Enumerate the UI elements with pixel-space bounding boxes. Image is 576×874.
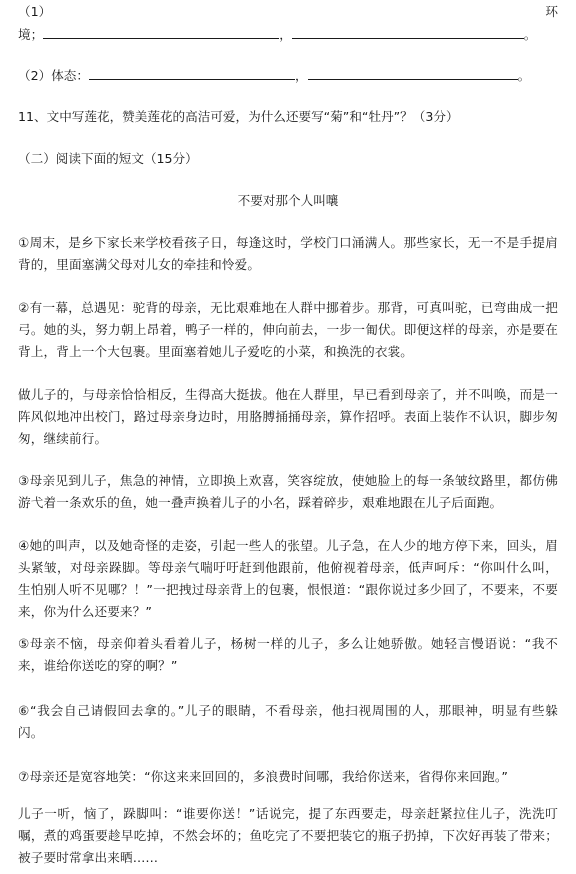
- paragraph-7: ⑥“我会自己请假回去拿的。”儿子的眼睛，不看母亲，他扫视周围的人，那眼神，明显有些躲闪。: [18, 703, 558, 740]
- question-11: 11、文中写莲花，赞美莲花的高洁可爱，为什么还要写“菊”和“牡丹”？（3分）: [18, 109, 459, 124]
- question-2-line: [18, 68, 558, 84]
- section-heading: （二）阅读下面的短文（15分）: [18, 151, 198, 166]
- paragraph-9: 儿子一听，恼了，跺脚叫：“谁要你送！”话说完，提了东西要走，母亲赶紧拉住儿子，洗洗叮嘱，煮的鸡蛋要趁早吃掉，不然会坏的；鱼吃完了不要把装它的瓶子扔掉，下次好再装了带来；被子要时常拿出来晒……: [18, 806, 558, 865]
- question-1-label: （1）: [18, 4, 52, 19]
- line-end-period: 。: [523, 27, 537, 42]
- article-title: 不要对那个人叫嚷: [237, 193, 339, 208]
- paragraph-3: 做儿子的，与母亲恰恰相反，生得高大挺拔。他在人群里，早已看到母亲了，并不叫唤，而是一阵风似地冲出校门，路过母亲身边时，用胳膊捅捅母亲，算作招呼。表面上装作不认识，脚步匆匆，继续前行。: [18, 387, 558, 446]
- answer-blank-2a[interactable]: [89, 68, 295, 80]
- answer-blank-1b[interactable]: [292, 27, 524, 39]
- blank-separator-comma: ，: [279, 27, 292, 42]
- paragraph-4: ③母亲见到儿子，焦急的神情，立即换上欢喜，笑容绽放，使她脸上的每一条皱纹路里，都仿佛游弋着一条欢乐的鱼，她一叠声换着儿子的小名，踩着碎步，艰难地跟在儿子后面跑。: [18, 473, 558, 510]
- question-2-label: （2）体态：: [18, 68, 89, 83]
- question-1-answer-line: [18, 27, 558, 43]
- paragraph-8: ⑦母亲还是宽容地笑：“你这来来回回的，多浪费时间哪，我给你送来，省得你来回跑。”: [18, 769, 509, 784]
- answer-blank-1a[interactable]: [43, 27, 279, 39]
- line-end-period: 。: [517, 68, 531, 83]
- paragraph-5: ④她的叫声，以及她奇怪的走姿，引起一些人的张望。儿子急，在人少的地方停下来，回头，眉头紧皱，对母亲跺脚。等母亲气喘吁吁赶到他跟前，他俯视着母亲，低声呵斥：“你叫什么叫，生怕别人听不见哪？！”一把拽过母亲背上的包裹，恨恨道：“跟你说过多少回了，不要来，不要来，你为什么还要来？”: [18, 538, 558, 619]
- blank-separator-comma: ，: [294, 68, 308, 83]
- paragraph-6: ⑤母亲不恼，母亲仰着头看着儿子，杨树一样的儿子，多么让她骄傲。她轻言慢语说：“我不来，谁给你送吃的穿的啊？”: [18, 636, 558, 673]
- paragraph-2: ②有一幕，总遇见：驼背的母亲，无比艰难地在人群中挪着步。那背，可真叫驼，已弯曲成一把弓。她的头，努力朝上昂着，鸭子一样的，伸向前去，一步一匍伏。即便这样的母亲，亦是要在背上，背上一个大包裹。里面塞着她儿子爱吃的小菜，和换洗的衣裳。: [18, 300, 558, 359]
- answer-blank-2b[interactable]: [308, 68, 518, 80]
- paragraph-1: ①周末，是乡下家长来学校看孩子日，每逢这时，学校门口涌满人。那些家长，无一不是手提肩背的，里面塞满父母对儿女的牵挂和怜爱。: [18, 235, 558, 272]
- question-1-right-char: 环: [545, 4, 558, 19]
- question-1-line-start: 境；: [18, 27, 44, 42]
